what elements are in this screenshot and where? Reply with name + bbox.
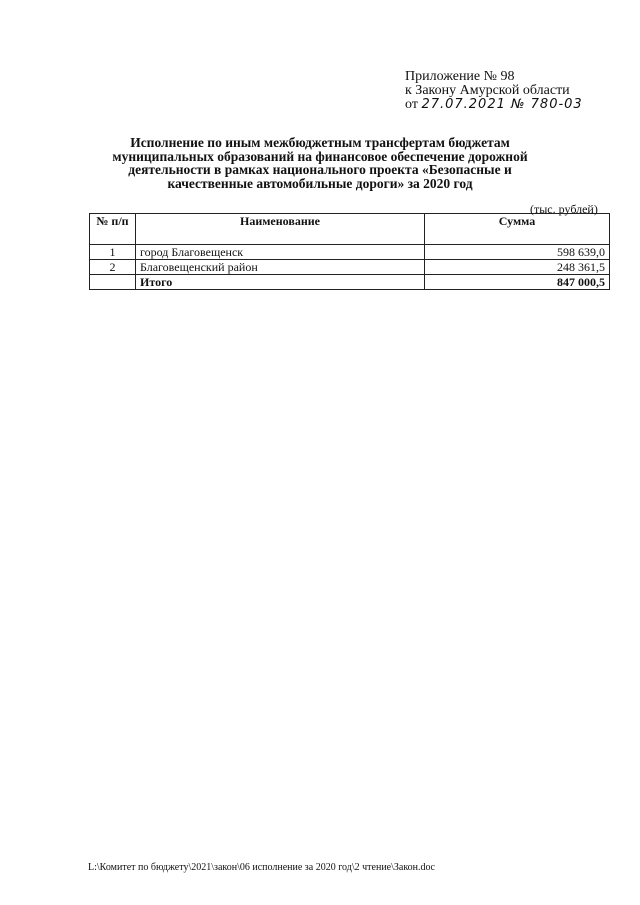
title-line-4: качественные автомобильные дороги» за 2020 год — [167, 175, 473, 191]
table-total-row — [90, 275, 610, 290]
total-sum: 847 000,5 — [425, 275, 610, 290]
row-name: город Благовещенск — [136, 245, 425, 260]
title-line-1: Исполнение по иным межбюджетным трансфертам бюджетам — [130, 135, 510, 150]
header-name: Наименование — [136, 214, 425, 245]
table-header-row — [90, 214, 610, 245]
total-num-cell — [90, 275, 136, 290]
table-row — [90, 245, 610, 260]
title-line-2: муниципальных образований на финансовое обеспечение дорожной — [112, 148, 528, 164]
row-name: Благовещенский район — [136, 260, 425, 275]
appendix-law-reference: к Закону Амурской области — [405, 83, 570, 98]
title-line-3: деятельности в рамках национального проекта «Безопасные и — [128, 162, 512, 177]
file-path-footer: L:\Комитет по бюджету\2021\закон\06 исполнение за 2020 год\2 чтение\Закон.doc — [88, 862, 435, 873]
row-sum: 248 361,5 — [425, 260, 610, 275]
table-row — [90, 260, 610, 275]
document-title — [100, 136, 540, 190]
appendix-date-line — [405, 98, 583, 112]
handwritten-date-number: 27.07.2021 № 780-03 — [421, 97, 583, 112]
row-sum: 598 639,0 — [425, 245, 610, 260]
header-sum: Сумма — [425, 214, 610, 245]
header-num: № п/п — [90, 214, 136, 245]
appendix-date-prefix: от — [405, 97, 418, 112]
appendix-block — [405, 70, 583, 112]
transfers-table — [89, 213, 610, 290]
units-label: (тыс. рублей) — [530, 202, 598, 216]
row-num: 1 — [90, 245, 136, 260]
appendix-number: Приложение № 98 — [405, 69, 515, 84]
total-label: Итого — [136, 275, 425, 290]
row-num: 2 — [90, 260, 136, 275]
